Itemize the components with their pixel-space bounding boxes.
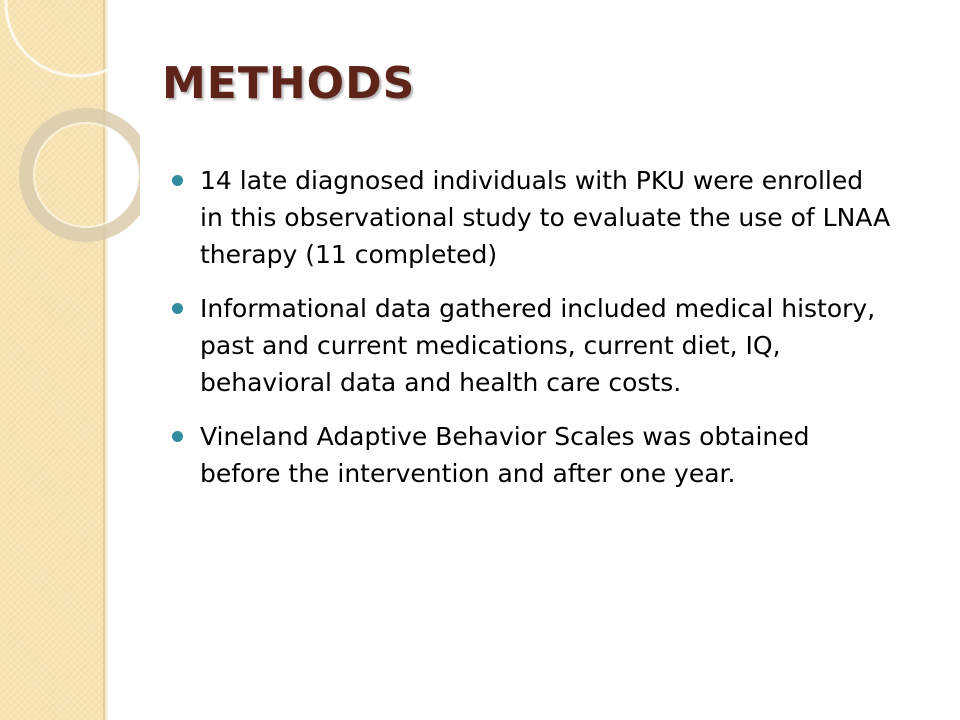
bullet-text: Informational data gathered included medical history, past and current medications, current diet, IQ, behavioral data and health care costs. (200, 294, 876, 397)
bullet-dot-icon (172, 431, 183, 442)
bullet-text: Vineland Adaptive Behavior Scales was obtained before the intervention and after one year. (200, 422, 810, 488)
bullet-item (172, 290, 892, 401)
bullet-item (172, 418, 892, 492)
decorative-circle-middle (26, 115, 140, 235)
bullet-list (172, 162, 892, 509)
decorative-circle-top (6, 0, 140, 76)
decorative-circles (0, 0, 140, 260)
decorative-circle-inner (34, 123, 138, 227)
bullet-dot-icon (172, 303, 183, 314)
bullet-item (172, 162, 892, 273)
slide-title: METHODS (162, 58, 416, 109)
bullet-text: 14 late diagnosed individuals with PKU were enrolled in this observational study to evaluate the use of LNAA therapy (11 completed) (200, 166, 891, 269)
bullet-dot-icon (172, 175, 183, 186)
